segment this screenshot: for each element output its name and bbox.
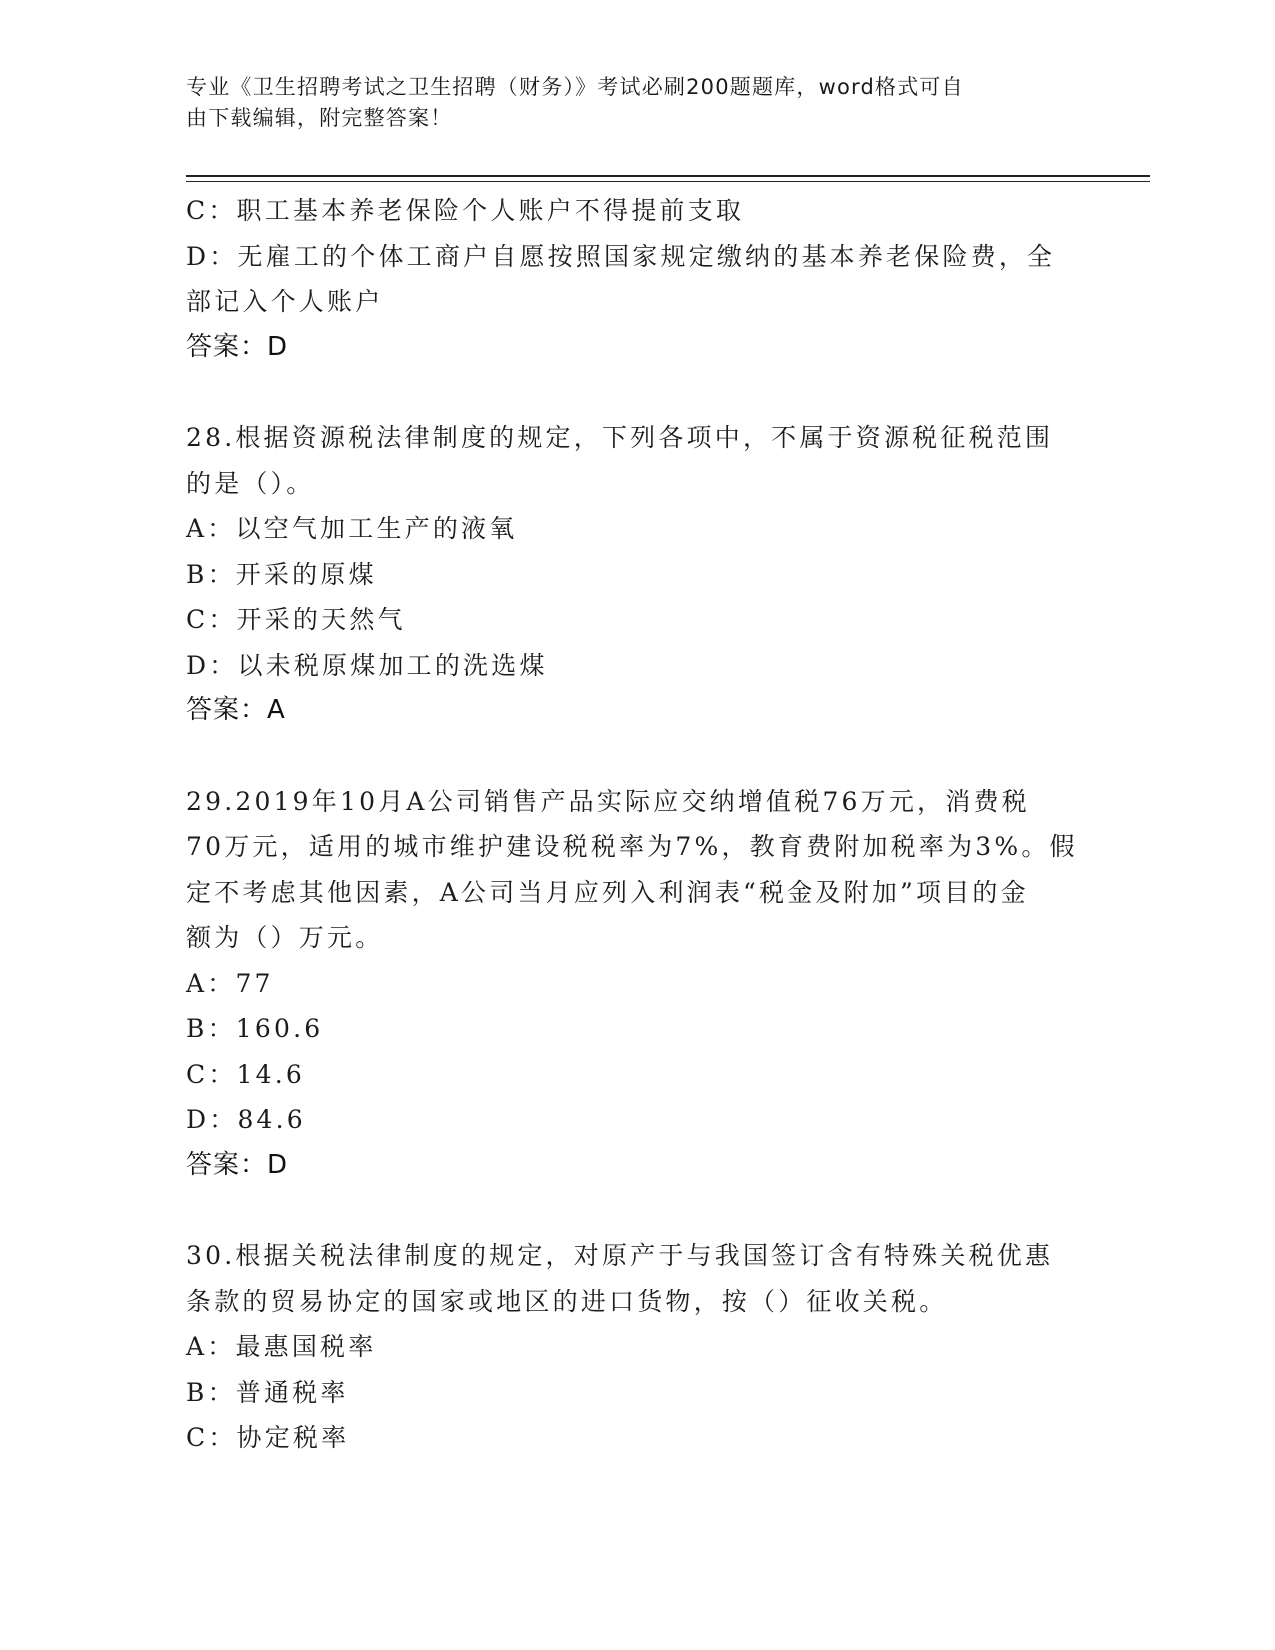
question-29 <box>186 779 1076 1189</box>
answer: 答案：D <box>186 331 289 362</box>
spacer <box>186 734 1076 779</box>
option-d: D：84.6 <box>186 1105 306 1134</box>
option-c: C：14.6 <box>186 1059 305 1089</box>
option-c: C：开采的天然气 <box>186 605 406 634</box>
question-stem-continued: 的是（）。 <box>186 468 315 498</box>
question-28 <box>186 415 1076 734</box>
question-stem-continued: 70万元，适用的城市维护建设税税率为7%，教育费附加税率为3%。假 <box>186 832 1078 861</box>
answer: 答案：A <box>186 695 286 725</box>
header-rule-thin <box>186 181 1150 182</box>
question-list <box>186 188 1076 1461</box>
spacer <box>186 1188 1076 1233</box>
option-a: A：77 <box>186 968 274 998</box>
question-stem-continued: 条款的贸易协定的国家或地区的进口货物，按（）征收关税。 <box>186 1286 948 1316</box>
spacer <box>186 370 1076 415</box>
answer: 答案：D <box>186 1149 289 1180</box>
question-30 <box>186 1233 1076 1461</box>
question-stem: 30.根据关税法律制度的规定，对原产于与我国签订含有特殊关税优惠 <box>186 1241 1054 1270</box>
header-rule-thick <box>186 175 1150 177</box>
question-stem: 28.根据资源税法律制度的规定，下列各项中，不属于资源税征税范围 <box>186 423 1054 452</box>
option-d-continued: 部记入个人账户 <box>186 287 384 316</box>
option-b: B：普通税率 <box>186 1377 349 1407</box>
option-b: B：开采的原煤 <box>186 559 377 589</box>
question-stem: 29.2019年10月A公司销售产品实际应交纳增值税76万元，消费税 <box>186 786 1030 816</box>
option-c: C：职工基本养老保险个人账户不得提前支取 <box>186 196 745 225</box>
header-line-2: 由下载编辑，附完整答案！ <box>186 106 453 130</box>
option-c: C：协定税率 <box>186 1423 350 1452</box>
question-stem-continued: 定不考虑其他因素，A公司当月应列入利润表“税金及附加”项目的金 <box>186 877 1029 907</box>
question-stem-continued: 额为（）万元。 <box>186 923 384 952</box>
header-line-1: 专业《卫生招聘考试之卫生招聘（财务）》考试必刷200题题库，word格式可自 <box>186 75 964 99</box>
option-d: D：以未税原煤加工的洗选煤 <box>186 650 548 680</box>
option-a: A：以空气加工生产的液氧 <box>186 514 518 543</box>
option-b: B：160.6 <box>186 1014 324 1043</box>
option-a: A：最惠国税率 <box>186 1332 377 1361</box>
page-header <box>186 72 1066 134</box>
option-d: D：无雇工的个体工商户自愿按照国家规定缴纳的基本养老保险费，全 <box>186 241 1056 271</box>
question-27-tail <box>186 188 1076 370</box>
